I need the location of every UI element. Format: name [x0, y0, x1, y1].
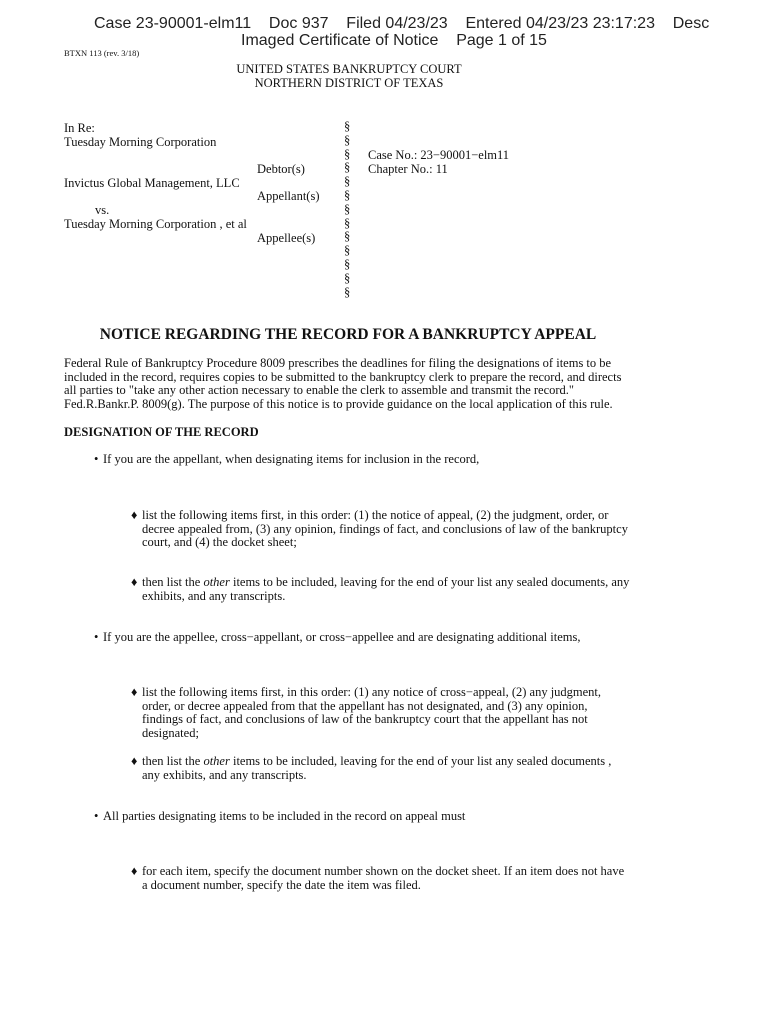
section-symbol: §	[344, 201, 351, 216]
caption-debtor-name: Tuesday Morning Corporation	[64, 135, 217, 149]
diamond-bullet-icon: ♦	[131, 508, 138, 522]
bullet-text	[131, 576, 631, 603]
section-symbol: §	[344, 146, 351, 161]
diamond-bullet-icon: ♦	[131, 575, 138, 589]
bullet-text: list the following items first, in this order: (1) the notice of appeal, (2) the judgment, order, or decree appealed from, (3) any opinion, findings of fact, and conclusions of law of the bankruptcy court, and (4) the docket sheet;	[142, 508, 628, 550]
section-symbol: §	[344, 132, 351, 147]
caption-appellant-name: Invictus Global Management, LLC	[64, 176, 240, 190]
bullet-text: for each item, specify the document number shown on the docket sheet. If an item does not have a document number, specify the date the item was filed.	[142, 864, 625, 892]
bullet-text: All parties designating items to be included in the record on appeal must	[103, 809, 466, 823]
sub-bullet-appellee-order	[131, 686, 631, 740]
bullet-text-part: items to be included, leaving for the end of your list any sealed documents, any exhibits, and any transcripts.	[142, 575, 630, 603]
section-symbol: §	[344, 215, 351, 230]
bullet-dot-icon: •	[94, 452, 99, 466]
court-name-line-1: UNITED STATES BANKRUPTCY COURT	[236, 62, 462, 76]
bullet-dot-icon: •	[94, 809, 99, 823]
bullet-text	[131, 755, 631, 782]
case-number: Case No.: 23−90001−elm11	[368, 148, 510, 162]
bullet-text-part: items to be included, leaving for the end of your list any sealed documents , any exhibits, and any transcripts.	[142, 754, 612, 782]
section-symbol: §	[344, 174, 351, 189]
emphasis-other: other	[203, 575, 230, 589]
caption-in-re: In Re:	[64, 121, 95, 135]
chapter-number: Chapter No.: 11	[368, 162, 448, 176]
section-symbol: §	[344, 284, 351, 299]
section-symbol: §	[344, 160, 351, 175]
section-symbol: §	[344, 229, 351, 244]
intro-paragraph: Federal Rule of Bankruptcy Procedure 8009 prescribes the deadlines for filing the designations of items to be included in the record, requires copies to be submitted to the bankruptcy clerk to prepare the record, and directs all parties to "take any other action necessary to enable the clerk to assemble and transmit the record." Fed.R.Bankr.P. 8009(g). The purpose of this notice is to provide guidance on the local application of this rule.	[64, 356, 622, 411]
emphasis-other: other	[203, 754, 230, 768]
notice-title: NOTICE REGARDING THE RECORD FOR A BANKRUPTCY APPEAL	[99, 326, 597, 343]
diamond-bullet-icon: ♦	[131, 864, 138, 878]
section-symbol: §	[344, 187, 351, 202]
diamond-bullet-icon: ♦	[131, 754, 138, 768]
section-symbol: §	[344, 243, 351, 258]
sub-bullet-all-parties-document-number	[131, 865, 631, 892]
section-heading-designation: DESIGNATION OF THE RECORD	[64, 425, 259, 439]
filing-stamp-line-1: Case 23-90001-elm11 Doc 937 Filed 04/23/23 Entered 04/23/23 23:17:23 Desc	[94, 15, 710, 32]
bullet-text-part: then list the	[142, 754, 204, 768]
caption-appellant-role: Appellant(s)	[257, 189, 320, 203]
sub-bullet-appellant-order	[131, 509, 631, 550]
court-name	[200, 62, 498, 90]
section-symbol: §	[344, 119, 351, 133]
sub-bullet-appellee-other	[131, 755, 631, 782]
bullet-appellant	[94, 453, 624, 467]
bullet-text-part: then list the	[142, 575, 204, 589]
caption-debtor-role: Debtor(s)	[257, 162, 305, 176]
caption-vs: vs.	[95, 203, 110, 217]
caption-appellee-name: Tuesday Morning Corporation , et al	[64, 217, 247, 231]
diamond-bullet-icon: ♦	[131, 685, 138, 699]
form-id: BTXN 113 (rev. 3/18)	[64, 48, 140, 58]
bullet-text: If you are the appellee, cross−appellant, or cross−appellee and are designating additional items,	[103, 630, 581, 644]
section-symbol: §	[344, 270, 351, 285]
section-symbol-column	[344, 120, 350, 299]
caption-appellee-role: Appellee(s)	[257, 231, 316, 245]
bullet-appellee	[94, 631, 654, 645]
section-symbol: §	[344, 256, 351, 271]
bullet-all-parties	[94, 810, 654, 824]
court-name-line-2: NORTHERN DISTRICT OF TEXAS	[254, 76, 444, 90]
bullet-text: list the following items first, in this order: (1) any notice of cross−appeal, (2) any judgment, order, or decree appealed from that the appellant has not designated, and (3) any opinion, findings of fact, and conclusions of law of the bankruptcy court that the appellant has not designated;	[142, 685, 602, 740]
filing-stamp-line-2: Imaged Certificate of Notice Page 1 of 15	[241, 32, 547, 49]
bullet-text: If you are the appellant, when designating items for inclusion in the record,	[103, 452, 480, 466]
bullet-dot-icon: •	[94, 630, 99, 644]
sub-bullet-appellant-other	[131, 576, 631, 603]
